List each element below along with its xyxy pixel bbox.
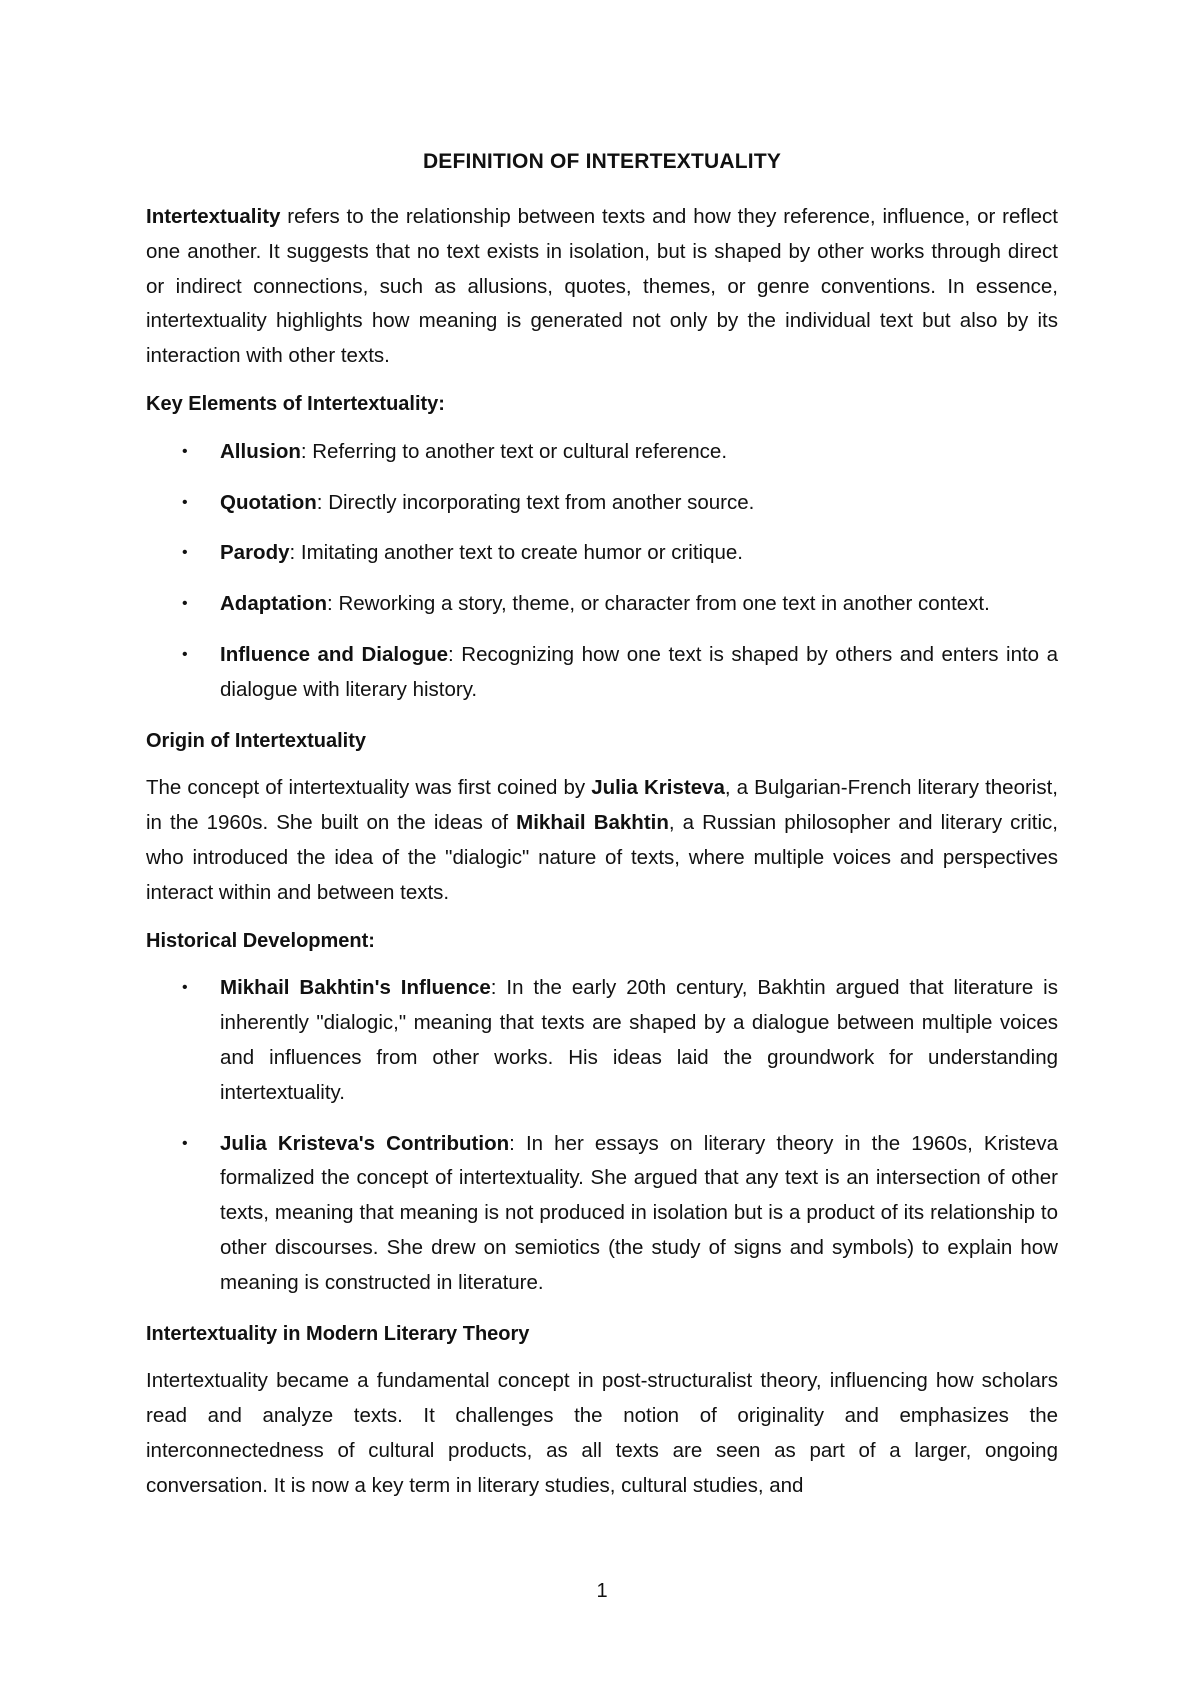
bullet-icon: •	[182, 979, 188, 997]
origin-heading: Origin of Intertextuality	[146, 729, 367, 752]
document-page	[146, 0, 1058, 1696]
bullet-icon: •	[182, 595, 188, 613]
list-item	[146, 1127, 1058, 1301]
bullet-icon: •	[182, 493, 188, 511]
page-number: 1	[596, 1580, 608, 1602]
item-text: : Imitating another text to create humor or critique.	[289, 541, 743, 565]
intro-paragraph	[146, 200, 1058, 374]
bullet-icon: •	[182, 442, 188, 460]
item-term: Parody	[220, 541, 290, 565]
modern-heading: Intertextuality in Modern Literary Theory	[146, 1322, 530, 1345]
intro-text: refers to the relationship between texts and how they reference, influence, or reflect one another. It suggests that no text exists in isolation, but is shaped by other works through direct or indirect connections, such as allusions, quotes, themes, or genre conventions. In essence, intertextuality highlights how meaning is generated not only by the individual text but also by its interaction with other texts.	[146, 205, 1058, 368]
key-elements-list	[146, 435, 1058, 708]
historical-heading: Historical Development:	[146, 929, 375, 952]
origin-paragraph	[146, 771, 1058, 910]
intro-term: Intertextuality	[146, 205, 281, 228]
bullet-icon: •	[182, 544, 188, 562]
bullet-icon: •	[182, 645, 188, 663]
list-item	[146, 536, 1058, 571]
origin-name-bakhtin: Mikhail Bakhtin	[516, 811, 669, 835]
key-elements-heading: Key Elements of Intertextuality:	[146, 392, 445, 415]
item-text: : In the early 20th century, Bakhtin argued that literature is inherently "dialogic," meaning that texts are shaped by a dialogue between multiple voices and influences from other works. His ideas laid the groundwork for understanding intertextuality.	[220, 976, 1058, 1104]
item-term: Allusion	[220, 439, 301, 463]
item-text: : In her essays on literary theory in the 1960s, Kristeva formalized the concept of intertextuality. She argued that any text is an intersection of other texts, meaning that meaning is not produced in isolation but is a product of its relationship to other discourses. She drew on semiotics (the study of signs and symbols) to explain how meaning is constructed in literature.	[220, 1131, 1058, 1294]
document-body	[146, 200, 1058, 1517]
item-text: : Reworking a story, theme, or character from one text in another context.	[327, 592, 990, 616]
list-item	[146, 486, 1058, 521]
origin-name-kristeva: Julia Kristeva	[591, 776, 725, 800]
list-item	[146, 638, 1058, 708]
origin-text-1: The concept of intertextuality was first coined by	[146, 776, 592, 800]
origin-text-2: , a Bulgarian-French literary theorist, in the 1960s. She built on the ideas of	[146, 776, 1058, 835]
item-term: Mikhail Bakhtin's Influence	[220, 976, 491, 1000]
item-text: : Referring to another text or cultural reference.	[300, 439, 728, 463]
list-item	[146, 971, 1058, 1110]
modern-paragraph: Intertextuality became a fundamental concept in post-structuralist theory, influencing how scholars read and analyze texts. It challenges the notion of originality and emphasizes the interconnectedness of cultural products, as all texts are seen as part of a larger, ongoing conversation. It is now a key term in literary studies, cultural studies, and	[146, 1369, 1058, 1497]
item-term: Quotation	[220, 490, 317, 514]
document-title: DEFINITION OF INTERTEXTUALITY	[422, 150, 782, 173]
list-item	[146, 587, 1058, 622]
item-term: Adaptation	[220, 592, 328, 616]
list-item	[146, 435, 1058, 470]
item-term: Julia Kristeva's Contribution	[220, 1131, 510, 1155]
historical-list	[146, 971, 1058, 1300]
item-text: : Recognizing how one text is shaped by others and enters into a dialogue with literary history.	[220, 642, 1058, 701]
bullet-icon: •	[182, 1134, 188, 1152]
item-text: : Directly incorporating text from another source.	[316, 490, 755, 514]
origin-text-3: , a Russian philosopher and literary critic, who introduced the idea of the "dialogic" nature of texts, where multiple voices and perspectives interact within and between texts.	[146, 811, 1058, 904]
item-term: Influence and Dialogue	[220, 642, 449, 666]
